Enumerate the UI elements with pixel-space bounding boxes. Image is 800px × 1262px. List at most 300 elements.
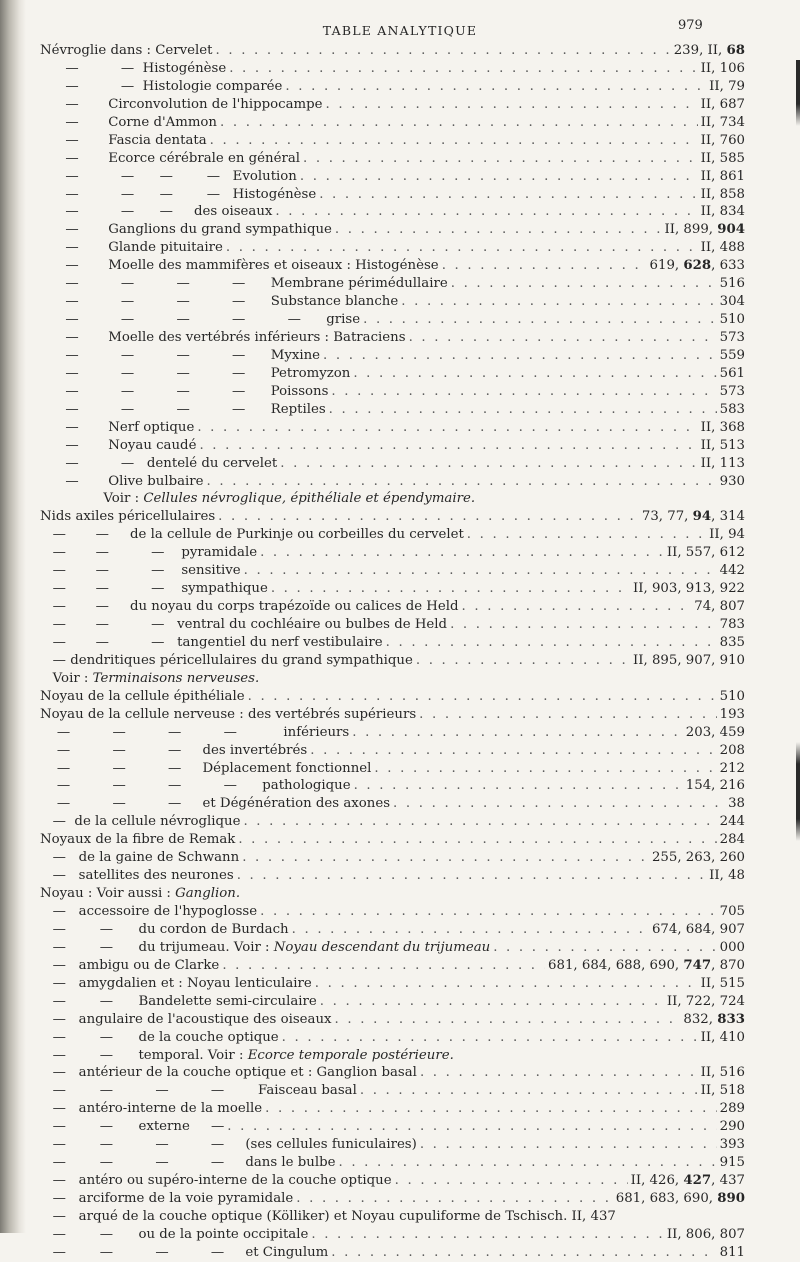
index-entry-row bbox=[40, 831, 745, 849]
index-entry-row bbox=[40, 1029, 745, 1047]
entry-page-ref: II, 760 bbox=[700, 132, 745, 148]
index-entry-row bbox=[40, 293, 745, 311]
entry-heading: — Corne d'Ammon bbox=[40, 114, 217, 130]
entry-page-ref: II, 106 bbox=[700, 60, 745, 76]
entry-page-ref: 304 bbox=[719, 294, 745, 310]
entry-heading: — — — et Dégénération des axones bbox=[40, 796, 391, 812]
entry-page-ref: II, 94 bbox=[709, 527, 745, 543]
leader-dots bbox=[335, 1011, 681, 1029]
entry-page-ref: II, 734 bbox=[700, 114, 745, 130]
entry-page-refs bbox=[720, 1118, 745, 1136]
entry-page-ref-main: 427 bbox=[683, 1173, 712, 1189]
entry-heading: — Moelle des vertébrés inférieurs : Batraciens bbox=[40, 330, 406, 345]
entry-heading: Névroglie dans : Cervelet bbox=[40, 43, 213, 58]
entry-page-ref: 393 bbox=[719, 1137, 745, 1153]
index-entry-row bbox=[40, 921, 745, 939]
entry-page-ref: 284 bbox=[719, 832, 745, 848]
entry-heading: — — — pyramidale bbox=[40, 545, 258, 561]
entry-page-ref: II, 687 bbox=[700, 96, 745, 112]
entry-heading: — angulaire de l'acoustique des oiseaux bbox=[40, 1011, 332, 1027]
entry-heading: — — — — Poissons bbox=[40, 383, 329, 399]
entry-heading: — antérieur de la couche optique et : Ganglion basal bbox=[40, 1065, 417, 1081]
leader-dots bbox=[420, 1064, 698, 1082]
leader-dots bbox=[319, 186, 697, 204]
leader-dots bbox=[493, 939, 716, 957]
entry-heading: — — — — Reptiles bbox=[40, 401, 326, 417]
leader-dots bbox=[218, 508, 639, 526]
entry-page-ref: II, 488 bbox=[700, 240, 745, 256]
entry-heading: — — — — Myxine bbox=[40, 347, 321, 363]
entry-page-ref: 289 bbox=[719, 1101, 745, 1117]
index-entry-row bbox=[40, 383, 745, 401]
entry-heading: — — Bandelette semi-circulaire bbox=[40, 993, 317, 1009]
entry-page-refs bbox=[694, 598, 745, 616]
index-entries bbox=[40, 42, 745, 1262]
leader-dots bbox=[401, 293, 716, 311]
index-entry-row bbox=[40, 1190, 745, 1208]
index-entry-row bbox=[40, 742, 745, 760]
index-entry-row bbox=[40, 867, 745, 885]
entry-page-ref: 674, 684, 907 bbox=[651, 921, 745, 937]
entry-page-refs bbox=[701, 1029, 745, 1047]
index-entry-row bbox=[40, 114, 745, 132]
entry-page-refs bbox=[720, 831, 745, 849]
index-entry-row bbox=[40, 1011, 745, 1029]
entry-page-refs bbox=[720, 706, 745, 724]
leader-dots bbox=[311, 1226, 663, 1244]
entry-page-ref: II, 557, 612 bbox=[666, 545, 745, 561]
index-entry-row bbox=[40, 795, 745, 813]
entry-page-refs bbox=[720, 365, 745, 383]
index-entry-row bbox=[40, 150, 745, 168]
leader-dots bbox=[237, 867, 706, 885]
page-header bbox=[0, 18, 800, 42]
index-entry-row bbox=[40, 1136, 745, 1154]
entry-page-ref: II, 903, 913, 922 bbox=[632, 581, 745, 597]
index-entry-row bbox=[40, 96, 745, 114]
index-entry-row bbox=[40, 777, 745, 795]
leader-dots bbox=[222, 957, 545, 975]
entry-see-reference: Terminaisons nerveuses. bbox=[92, 670, 260, 686]
leader-dots bbox=[271, 580, 630, 598]
entry-page-ref: 442 bbox=[719, 563, 745, 579]
entry-page-ref: II, 834 bbox=[700, 204, 745, 220]
entry-heading: — Ganglions du grand sympathique bbox=[40, 222, 332, 238]
index-entry-row bbox=[40, 1064, 745, 1082]
entry-page-ref-main: 890 bbox=[717, 1191, 745, 1206]
index-entry-row bbox=[40, 903, 745, 921]
index-entry-row bbox=[40, 670, 745, 688]
entry-page-ref: 000 bbox=[719, 939, 745, 955]
entry-heading: — — — ventral du cochléaire ou bulbes de Held bbox=[40, 617, 448, 632]
entry-page-ref: 239, II, bbox=[673, 43, 727, 58]
leader-dots bbox=[229, 60, 697, 78]
entry-page-refs bbox=[633, 580, 745, 598]
leader-dots bbox=[226, 239, 698, 257]
index-entry-row bbox=[40, 186, 745, 204]
leader-dots bbox=[320, 993, 664, 1011]
index-entry-row bbox=[40, 257, 745, 275]
entry-page-ref: 290 bbox=[719, 1119, 745, 1135]
entry-page-refs bbox=[720, 688, 745, 706]
entry-page-refs bbox=[686, 724, 745, 742]
index-entry-row bbox=[40, 1172, 745, 1190]
leader-dots bbox=[210, 132, 698, 150]
entry-heading: — — Histologie comparée bbox=[40, 78, 283, 94]
leader-dots bbox=[315, 975, 698, 993]
index-entry-row bbox=[40, 60, 745, 78]
leader-dots bbox=[303, 150, 698, 168]
entry-page-ref: 681, 684, 688, 690, bbox=[548, 957, 684, 973]
entry-heading: Noyau de la cellule épithéliale bbox=[40, 688, 245, 704]
entry-page-refs bbox=[652, 849, 745, 867]
leader-dots bbox=[238, 831, 716, 849]
entry-heading: — — — des invertébrés bbox=[40, 742, 308, 758]
index-entry-row bbox=[40, 760, 745, 778]
entry-page-refs bbox=[701, 168, 745, 186]
entry-page-ref: 208 bbox=[719, 742, 745, 758]
entry-page-ref: II, 516 bbox=[700, 1065, 745, 1081]
entry-heading: — — — tangentiel du nerf vestibulaire bbox=[40, 634, 383, 650]
entry-heading: — dendritiques péricellulaires du grand sympathique bbox=[40, 652, 413, 668]
entry-page-refs bbox=[701, 975, 745, 993]
index-entry-row bbox=[40, 1100, 745, 1118]
leader-dots bbox=[285, 78, 706, 96]
index-entry-row bbox=[40, 1244, 745, 1262]
entry-page-ref: II, 722, 724 bbox=[666, 993, 745, 1009]
entry-page-refs bbox=[720, 311, 745, 329]
leader-dots bbox=[331, 383, 716, 401]
leader-dots bbox=[216, 42, 671, 60]
page-binding-shadow bbox=[0, 0, 26, 1233]
entry-page-refs bbox=[701, 1064, 745, 1082]
entry-heading: — Nerf optique bbox=[40, 419, 195, 435]
entry-page-refs bbox=[701, 114, 745, 132]
leader-dots bbox=[420, 1136, 717, 1154]
entry-heading: — — — sensitive bbox=[40, 563, 241, 579]
entry-heading: Nids axiles péricellulaires bbox=[40, 509, 216, 525]
leader-dots bbox=[275, 203, 697, 221]
entry-page-ref-main: 747 bbox=[683, 957, 712, 973]
entry-see-label: — — temporal. Voir : bbox=[40, 1047, 248, 1063]
entry-page-ref: 193 bbox=[719, 706, 745, 722]
entry-heading: — Noyau caudé bbox=[40, 437, 197, 453]
entry-page-ref: 38 bbox=[728, 796, 745, 812]
entry-page-ref-main: 904 bbox=[717, 222, 745, 238]
entry-see-reference: Cellules névroglique, épithéliale et épendymaire. bbox=[143, 491, 476, 507]
entry-page-refs bbox=[720, 473, 745, 491]
index-entry-row bbox=[40, 706, 745, 724]
leader-dots bbox=[292, 921, 649, 939]
leader-dots bbox=[207, 473, 717, 491]
entry-page-ref: 705 bbox=[719, 904, 745, 919]
entry-page-ref: 681, 683, 690, bbox=[615, 1191, 718, 1206]
entry-page-ref: II, 861 bbox=[700, 168, 745, 184]
entry-page-refs bbox=[633, 652, 745, 670]
entry-page-ref-main: 628 bbox=[683, 258, 712, 274]
leader-dots bbox=[374, 760, 716, 778]
entry-see-reference: Ganglion. bbox=[175, 886, 241, 902]
entry-page-ref: II, 368 bbox=[700, 419, 745, 435]
index-entry-row bbox=[40, 688, 745, 706]
running-title: TABLE ANALYTIQUE bbox=[322, 23, 478, 38]
entry-page-refs bbox=[616, 1190, 745, 1208]
leader-dots bbox=[310, 742, 716, 760]
entry-see-label: Voir : bbox=[40, 491, 144, 507]
index-entry-row bbox=[40, 132, 745, 150]
entry-page-ref: 73, 77, bbox=[641, 509, 693, 525]
index-entry-row bbox=[40, 508, 745, 526]
entry-page-ref: II, 585 bbox=[700, 150, 745, 166]
entry-page-refs bbox=[720, 562, 745, 580]
index-entry-row bbox=[40, 652, 745, 670]
entry-heading: — antéro-interne de la moelle bbox=[40, 1101, 263, 1117]
entry-page-refs bbox=[548, 957, 745, 975]
index-entry-row bbox=[40, 490, 745, 508]
index-entry-row bbox=[40, 275, 745, 293]
entry-heading: — — — — Evolution bbox=[40, 168, 297, 184]
index-entry-row bbox=[40, 221, 745, 239]
index-entry-row bbox=[40, 203, 745, 221]
entry-page-refs bbox=[720, 813, 745, 831]
index-entry-row bbox=[40, 1118, 745, 1136]
leader-dots bbox=[462, 598, 692, 616]
entry-page-ref-main: 94 bbox=[692, 509, 712, 525]
leader-dots bbox=[260, 544, 664, 562]
entry-page-refs bbox=[652, 921, 745, 939]
entry-page-ref: II, 895, 907, 910 bbox=[632, 652, 745, 668]
leader-dots bbox=[260, 903, 717, 921]
entry-page-ref-more: , 633 bbox=[711, 258, 745, 274]
entry-page-ref: 561 bbox=[719, 365, 745, 381]
entry-heading: — — ou de la pointe occipitale bbox=[40, 1226, 309, 1242]
entry-page-ref: II, 858 bbox=[700, 186, 745, 202]
entry-page-ref: 510 bbox=[719, 312, 745, 328]
entry-page-refs bbox=[720, 903, 745, 921]
entry-page-ref: 516 bbox=[719, 276, 745, 292]
entry-page-refs bbox=[701, 1082, 745, 1100]
entry-heading: — — du cordon de Burdach bbox=[40, 921, 289, 937]
entry-see-label: Noyau : Voir aussi : bbox=[40, 886, 176, 902]
entry-page-ref: 203, 459 bbox=[685, 724, 745, 740]
entry-page-ref: II, 113 bbox=[700, 455, 745, 471]
entry-page-ref: 573 bbox=[719, 383, 745, 399]
entry-page-ref: 559 bbox=[719, 347, 745, 363]
index-entry-row bbox=[40, 437, 745, 455]
leader-dots bbox=[352, 724, 683, 742]
leader-dots bbox=[242, 849, 649, 867]
entry-heading: — arqué de la couche optique (Kölliker) et Noyau cupuliforme de Tschisch. II, 437 bbox=[40, 1208, 616, 1224]
entry-heading: — — — — — grise bbox=[40, 312, 361, 328]
entry-page-ref: 783 bbox=[719, 617, 745, 632]
entry-page-ref: 573 bbox=[719, 330, 745, 345]
entry-page-ref: 154, 216 bbox=[685, 778, 745, 794]
entry-heading: — Moelle des mammifères et oiseaux : Histogénèse bbox=[40, 258, 439, 274]
index-entry-row bbox=[40, 1208, 745, 1226]
leader-dots bbox=[386, 634, 717, 652]
entry-page-refs bbox=[720, 1154, 745, 1172]
entry-page-refs bbox=[701, 60, 745, 78]
entry-page-ref: 255, 263, 260 bbox=[651, 850, 745, 866]
leader-dots bbox=[296, 1190, 612, 1208]
leader-dots bbox=[442, 257, 647, 275]
entry-page-ref: II, 518 bbox=[700, 1083, 745, 1099]
entry-page-ref: 832, bbox=[683, 1011, 718, 1027]
entry-page-ref: 915 bbox=[719, 1155, 745, 1171]
entry-heading: — Glande pituitaire bbox=[40, 240, 223, 256]
entry-page-refs bbox=[701, 437, 745, 455]
entry-heading: — — — — et Cingulum bbox=[40, 1244, 329, 1260]
entry-page-refs bbox=[664, 221, 745, 239]
leader-dots bbox=[243, 813, 716, 831]
index-entry-row bbox=[40, 1047, 745, 1065]
entry-heading: — — — — Substance blanche bbox=[40, 294, 399, 310]
entry-heading: — — — — dans le bulbe bbox=[40, 1155, 336, 1171]
entry-page-ref: 244 bbox=[719, 814, 745, 830]
index-entry-row bbox=[40, 526, 745, 544]
entry-page-refs bbox=[720, 616, 745, 634]
leader-dots bbox=[244, 562, 717, 580]
leader-dots bbox=[419, 706, 716, 724]
index-entry-row bbox=[40, 365, 745, 383]
entry-page-ref: II, 426, bbox=[630, 1173, 684, 1189]
leader-dots bbox=[265, 1100, 716, 1118]
entry-heading: Noyau de la cellule nerveuse : des vertébrés supérieurs bbox=[40, 706, 417, 722]
entry-page-refs bbox=[642, 508, 745, 526]
entry-page-refs bbox=[667, 993, 745, 1011]
entry-page-refs bbox=[728, 795, 745, 813]
entry-page-refs bbox=[667, 1226, 745, 1244]
entry-page-ref: II, 899, bbox=[664, 222, 718, 238]
index-entry-row bbox=[40, 78, 745, 96]
entry-heading: — satellites des neurones bbox=[40, 868, 234, 884]
index-entry-row bbox=[40, 1226, 745, 1244]
entry-heading: — — dentelé du cervelet bbox=[40, 455, 278, 471]
entry-page-refs bbox=[701, 186, 745, 204]
entry-heading: — de la cellule névroglique bbox=[40, 814, 241, 830]
index-entry-row bbox=[40, 724, 745, 742]
entry-page-refs bbox=[720, 760, 745, 778]
leader-dots bbox=[326, 96, 698, 114]
index-entry-row bbox=[40, 849, 745, 867]
index-entry-row bbox=[40, 616, 745, 634]
leader-dots bbox=[363, 311, 717, 329]
leader-dots bbox=[220, 114, 698, 132]
entry-page-refs bbox=[650, 257, 745, 275]
entry-page-refs bbox=[720, 293, 745, 311]
entry-page-ref-more: , 314 bbox=[711, 509, 745, 525]
entry-see-reference: Ecorce temporale postérieure. bbox=[247, 1047, 454, 1063]
leader-dots bbox=[335, 221, 662, 239]
index-entry-row bbox=[40, 544, 745, 562]
entry-heading: — — — — Membrane périmédullaire bbox=[40, 276, 448, 292]
entry-see-label: Voir : bbox=[40, 670, 93, 686]
entry-page-refs bbox=[720, 401, 745, 419]
entry-page-refs bbox=[674, 42, 745, 60]
entry-page-refs bbox=[701, 419, 745, 437]
entry-heading: — — — — Faisceau basal bbox=[40, 1083, 357, 1099]
leader-dots bbox=[280, 455, 697, 473]
entry-page-refs bbox=[720, 347, 745, 365]
entry-heading: — — de la cellule de Purkinje ou corbeilles du cervelet bbox=[40, 527, 464, 543]
leader-dots bbox=[338, 1154, 716, 1172]
entry-heading: — — — — (ses cellules funiculaires) bbox=[40, 1137, 417, 1153]
entry-heading: — — — Déplacement fonctionnel bbox=[40, 760, 372, 776]
entry-page-ref: 583 bbox=[719, 401, 745, 417]
entry-page-ref: II, 806, 807 bbox=[666, 1226, 745, 1242]
leader-dots bbox=[197, 419, 697, 437]
entry-heading: — arciforme de la voie pyramidale bbox=[40, 1191, 294, 1206]
leader-dots bbox=[360, 1082, 698, 1100]
index-entry-row bbox=[40, 993, 745, 1011]
entry-page-ref: 835 bbox=[719, 634, 745, 650]
entry-heading: — — du trijumeau. Voir : bbox=[40, 939, 274, 955]
index-entry-row bbox=[40, 975, 745, 993]
index-entry-row bbox=[40, 473, 745, 491]
entry-page-refs bbox=[701, 203, 745, 221]
entry-page-refs bbox=[720, 383, 745, 401]
entry-heading: Noyaux de la fibre de Remak bbox=[40, 832, 236, 848]
entry-page-refs bbox=[631, 1172, 745, 1190]
entry-page-refs bbox=[720, 634, 745, 652]
leader-dots bbox=[323, 347, 717, 365]
entry-page-ref: 510 bbox=[719, 688, 745, 704]
entry-page-refs bbox=[667, 544, 745, 562]
index-entry-row bbox=[40, 419, 745, 437]
entry-page-ref-main: 833 bbox=[717, 1011, 745, 1027]
entry-heading: — — — — Petromyzon bbox=[40, 365, 351, 381]
entry-page-refs bbox=[720, 1136, 745, 1154]
entry-page-ref: 930 bbox=[719, 473, 745, 489]
entry-page-refs bbox=[709, 78, 745, 96]
entry-heading: — accessoire de l'hypoglosse bbox=[40, 904, 258, 919]
index-entry-row bbox=[40, 939, 745, 957]
entry-page-ref: II, 79 bbox=[709, 78, 745, 94]
index-entry-row bbox=[40, 1082, 745, 1100]
index-entry-row bbox=[40, 885, 745, 903]
index-entry-row bbox=[40, 455, 745, 473]
index-entry-row bbox=[40, 168, 745, 186]
leader-dots bbox=[248, 688, 717, 706]
leader-dots bbox=[451, 275, 717, 293]
entry-page-ref-more: , 870 bbox=[711, 957, 745, 973]
index-entry-row bbox=[40, 311, 745, 329]
leader-dots bbox=[353, 365, 716, 383]
entry-heading: — antéro ou supéro-interne de la couche optique bbox=[40, 1173, 392, 1189]
index-entry-row bbox=[40, 1154, 745, 1172]
index-entry-row bbox=[40, 598, 745, 616]
leader-dots bbox=[199, 437, 697, 455]
leader-dots bbox=[329, 401, 717, 419]
entry-heading: — — — sympathique bbox=[40, 581, 268, 597]
leader-dots bbox=[409, 329, 717, 347]
entry-heading: — — de la couche optique bbox=[40, 1029, 279, 1045]
entry-heading: — Olive bulbaire bbox=[40, 473, 204, 489]
entry-page-ref: 212 bbox=[719, 760, 745, 776]
index-entry-row bbox=[40, 347, 745, 365]
leader-dots bbox=[416, 652, 630, 670]
entry-page-refs bbox=[701, 132, 745, 150]
entry-page-refs bbox=[701, 96, 745, 114]
entry-page-ref: 811 bbox=[719, 1244, 745, 1260]
page-edge-mark bbox=[796, 60, 800, 1160]
entry-heading: — — externe — bbox=[40, 1119, 225, 1135]
leader-dots bbox=[354, 777, 683, 795]
index-entry-row bbox=[40, 329, 745, 347]
entry-page-ref-main: 68 bbox=[726, 43, 745, 58]
leader-dots bbox=[227, 1118, 716, 1136]
entry-page-refs bbox=[683, 1011, 745, 1029]
